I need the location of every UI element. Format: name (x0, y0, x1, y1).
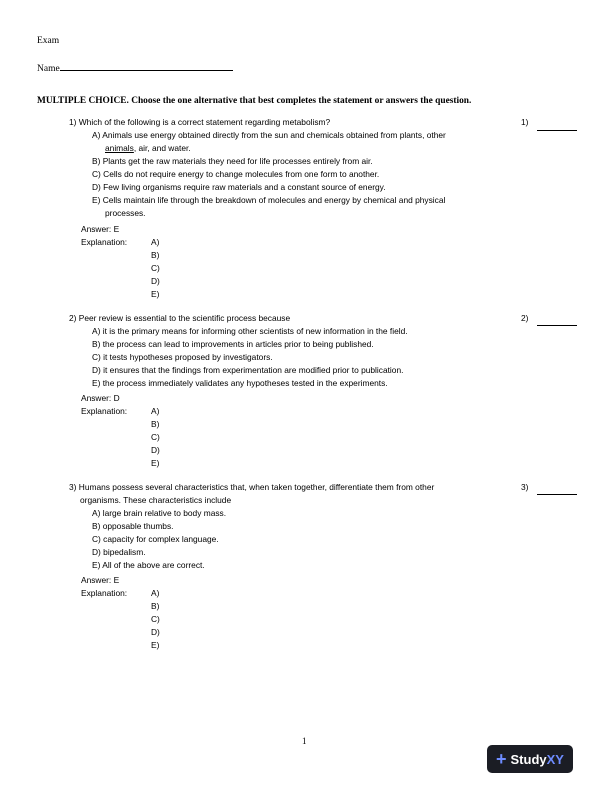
question-2-explanation-a: A) (151, 406, 160, 416)
question-3-margin-number: 3) (521, 482, 529, 492)
question-3-stem: 3) Humans possess several characteristics that, when taken together, differentiate them from other (69, 482, 435, 492)
question-1-explanation-b: B) (151, 250, 160, 260)
name-label: Name (37, 64, 60, 74)
question-1-answer-blank (537, 130, 577, 131)
question-3-explanation-e: E) (151, 640, 160, 650)
question-1-explanation-label: Explanation: (81, 237, 128, 247)
question-3-stem-cont: organisms. These characteristics include (80, 495, 232, 505)
question-1-explanation-d: D) (151, 276, 160, 286)
question-2-explanation-d: D) (151, 445, 160, 455)
section-title: MULTIPLE CHOICE. Choose the one alternative that best completes the statement or answers the question. (37, 96, 472, 106)
name-blank-line (60, 61, 233, 71)
question-2-option-e: E) the process immediately validates any hypotheses tested in the experiments. (92, 378, 388, 388)
question-3-option-a: A) large brain relative to body mass. (92, 508, 227, 518)
question-1-margin-number: 1) (521, 117, 529, 127)
question-1-option-e: E) Cells maintain life through the breakdown of molecules and energy by chemical and physical (92, 195, 446, 205)
question-3-explanation-b: B) (151, 601, 160, 611)
question-2-explanation-c: C) (151, 432, 160, 442)
name-field (37, 61, 233, 74)
question-2-explanation-e: E) (151, 458, 160, 468)
plus-icon: + (496, 749, 507, 769)
studyxy-badge[interactable] (487, 745, 573, 773)
question-2-option-a: A) it is the primary means for informing other scientists of new information in the field. (92, 326, 408, 336)
page-number: 1 (302, 736, 307, 746)
question-2-answer: Answer: D (81, 393, 120, 403)
question-3-explanation-a: A) (151, 588, 160, 598)
question-3-explanation-c: C) (151, 614, 160, 624)
exam-label: Exam (37, 36, 60, 46)
question-1-explanation-a: A) (151, 237, 160, 247)
question-2-option-d: D) it ensures that the findings from experimentation are modified prior to publication. (92, 365, 404, 375)
question-3-answer-blank (537, 494, 577, 495)
question-1-option-e-cont: processes. (105, 208, 146, 218)
question-3-explanation-label: Explanation: (81, 588, 128, 598)
question-2-option-b: B) the process can lead to improvements in articles prior to being published. (92, 339, 374, 349)
question-1-answer: Answer: E (81, 224, 120, 234)
question-2-stem: 2) Peer review is essential to the scientific process because (69, 313, 291, 323)
question-1-stem: 1) Which of the following is a correct statement regarding metabolism? (69, 117, 331, 127)
studyxy-logo-text: StudyXY (510, 751, 564, 767)
question-3-explanation-d: D) (151, 627, 160, 637)
question-1-option-c: C) Cells do not require energy to change molecules from one form to another. (92, 169, 380, 179)
question-1-explanation-e: E) (151, 289, 160, 299)
question-2-answer-blank (537, 325, 577, 326)
question-3-option-d: D) bipedalism. (92, 547, 146, 557)
question-2-explanation-b: B) (151, 419, 160, 429)
question-3-option-e: E) All of the above are correct. (92, 560, 205, 570)
question-1-explanation-c: C) (151, 263, 160, 273)
question-2-margin-number: 2) (521, 313, 529, 323)
question-3-option-b: B) opposable thumbs. (92, 521, 174, 531)
question-2-explanation-label: Explanation: (81, 406, 128, 416)
question-3-answer: Answer: E (81, 575, 120, 585)
question-1-option-d: D) Few living organisms require raw materials and a constant source of energy. (92, 182, 386, 192)
question-1-option-b: B) Plants get the raw materials they need for life processes entirely from air. (92, 156, 373, 166)
question-1-option-a-cont: animals, air, and water. (105, 143, 191, 153)
question-3-option-c: C) capacity for complex language. (92, 534, 219, 544)
question-1-option-a: A) Animals use energy obtained directly from the sun and chemicals obtained from plants, other (92, 130, 446, 140)
question-2-option-c: C) it tests hypotheses proposed by investigators. (92, 352, 273, 362)
